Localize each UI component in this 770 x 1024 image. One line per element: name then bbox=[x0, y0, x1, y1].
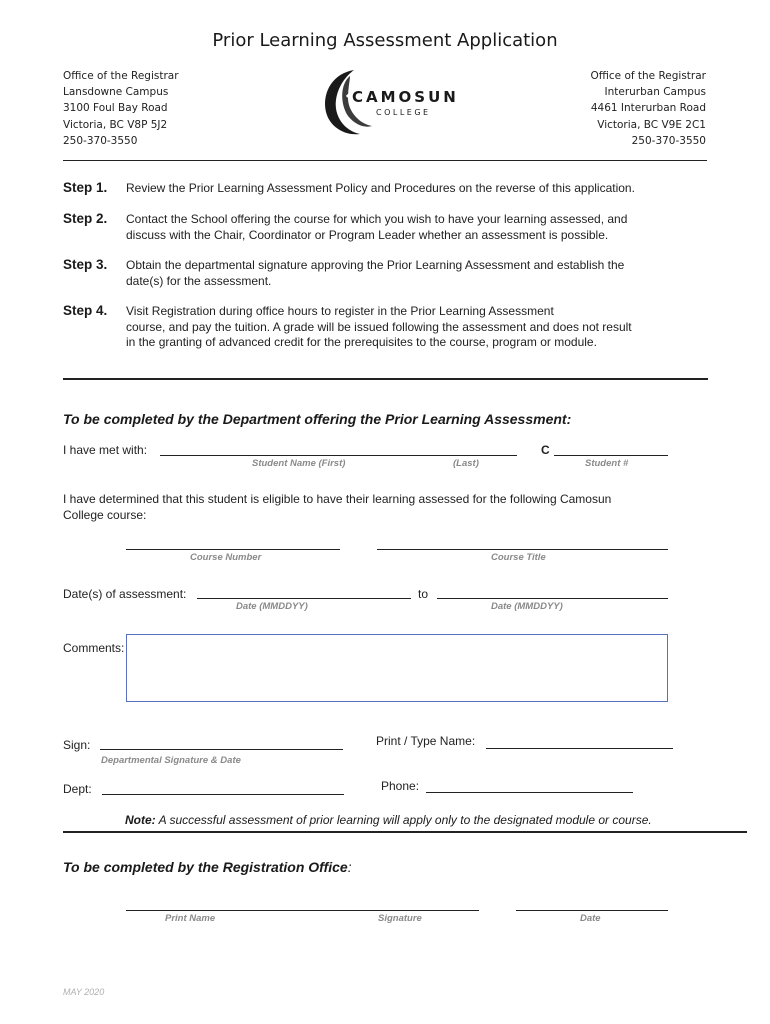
phone-label: Phone: bbox=[381, 779, 420, 793]
student-number-field[interactable] bbox=[554, 455, 668, 456]
steps-divider bbox=[63, 378, 708, 380]
step-1-text: Review the Prior Learning Assessment Policy and Procedures on the reverse of this application. bbox=[126, 181, 635, 195]
left-address-line: Office of the Registrar bbox=[63, 70, 179, 82]
eligibility-text bbox=[63, 492, 611, 523]
logo-wordmark: CAMOSUN bbox=[352, 88, 459, 106]
date-caption-registration: Date bbox=[580, 913, 601, 924]
department-heading: To be completed by the Department offering the Prior Learning Assessment: bbox=[63, 411, 572, 427]
phone-field[interactable] bbox=[426, 792, 633, 793]
note-text: A successful assessment of prior learning will apply only to the designated module or course. bbox=[158, 813, 652, 827]
step-text-line: discuss with the Chair, Coordinator or Program Leader whether an assessment is possible. bbox=[126, 227, 609, 242]
student-number-caption: Student # bbox=[585, 458, 629, 469]
right-address-line: 250-370-3550 bbox=[631, 134, 706, 147]
end-date-field[interactable] bbox=[437, 598, 668, 599]
course-number-caption: Course Number bbox=[190, 552, 262, 563]
right-address-line: 4461 Interurban Road bbox=[590, 102, 706, 115]
left-address-line: 250-370-3550 bbox=[63, 134, 138, 147]
comments-label: Comments: bbox=[63, 641, 125, 655]
dates-label: Date(s) of assessment: bbox=[63, 587, 187, 601]
camosun-logo bbox=[320, 66, 465, 138]
c-prefix-label: C bbox=[541, 443, 550, 457]
left-address-line: 3100 Foul Bay Road bbox=[63, 102, 168, 115]
start-date-caption: Date (MMDDYY) bbox=[236, 601, 308, 612]
signature-caption-registration: Signature bbox=[378, 913, 422, 924]
step-text-line: Visit Registration during office hours to register in the Prior Learning Assessment bbox=[126, 304, 554, 318]
left-address-line: Lansdowne Campus bbox=[63, 86, 169, 99]
step-2-text bbox=[126, 212, 627, 243]
step-2-label: Step 2. bbox=[63, 211, 108, 226]
first-name-caption: Student Name (First) bbox=[252, 458, 346, 469]
comments-textarea[interactable] bbox=[126, 634, 668, 702]
to-label: to bbox=[418, 587, 429, 601]
registration-heading-colon: : bbox=[347, 859, 352, 875]
left-address-line: Victoria, BC V8P 5J2 bbox=[63, 118, 168, 131]
print-name-field[interactable] bbox=[486, 748, 673, 749]
end-date-caption: Date (MMDDYY) bbox=[491, 601, 563, 612]
departmental-signature-field[interactable] bbox=[100, 749, 343, 750]
step-text-line: Contact the School offering the course for which you wish to have your learning assessed, and bbox=[126, 212, 628, 226]
signature-caption: Departmental Signature & Date bbox=[101, 755, 241, 766]
step-3-label: Step 3. bbox=[63, 257, 108, 272]
step-3-text bbox=[126, 258, 624, 289]
registration-print-name-signature-field[interactable] bbox=[126, 910, 479, 911]
print-name-caption: Print Name bbox=[165, 913, 216, 924]
right-address-line: Interurban Campus bbox=[604, 86, 706, 99]
met-with-label: I have met with: bbox=[63, 443, 148, 457]
course-title-caption: Course Title bbox=[491, 552, 546, 563]
step-4-label: Step 4. bbox=[63, 303, 108, 318]
department-divider bbox=[63, 831, 747, 833]
registration-heading bbox=[63, 859, 352, 875]
student-name-field[interactable] bbox=[160, 455, 517, 456]
eligibility-line: College course: bbox=[63, 507, 147, 522]
right-address-line: Victoria, BC V9E 2C1 bbox=[597, 118, 706, 131]
course-number-field[interactable] bbox=[126, 549, 340, 550]
step-text-line: course, and pay the tuition. A grade will be issued following the assessment and does not result bbox=[126, 319, 632, 334]
course-title-field[interactable] bbox=[377, 549, 668, 550]
step-text-line: in the granting of advanced credit for the prerequisites to the course, program or module. bbox=[126, 335, 597, 350]
print-name-label: Print / Type Name: bbox=[376, 734, 476, 748]
step-text-line: Obtain the departmental signature approving the Prior Learning Assessment and establish the bbox=[126, 258, 625, 272]
eligibility-line: I have determined that this student is eligible to have their learning assessed for the following Camosun bbox=[63, 492, 612, 506]
right-address bbox=[590, 68, 706, 149]
logo-subtitle: COLLEGE bbox=[376, 108, 431, 117]
step-1-label: Step 1. bbox=[63, 180, 108, 195]
registration-heading-text: To be completed by the Registration Office bbox=[63, 859, 348, 875]
page-title: Prior Learning Assessment Application bbox=[212, 30, 558, 51]
header-divider bbox=[63, 160, 707, 161]
note bbox=[125, 813, 652, 827]
dept-label: Dept: bbox=[63, 782, 92, 796]
dept-field[interactable] bbox=[102, 794, 344, 795]
last-name-caption: (Last) bbox=[453, 458, 479, 469]
left-address bbox=[63, 68, 179, 149]
revision-date: MAY 2020 bbox=[63, 987, 105, 997]
right-address-line: Office of the Registrar bbox=[590, 70, 706, 82]
note-label: Note: bbox=[125, 813, 156, 827]
step-4-text bbox=[126, 304, 632, 351]
registration-date-field[interactable] bbox=[516, 910, 668, 911]
step-text-line: date(s) for the assessment. bbox=[126, 273, 272, 288]
sign-label: Sign: bbox=[63, 738, 91, 752]
start-date-field[interactable] bbox=[197, 598, 411, 599]
